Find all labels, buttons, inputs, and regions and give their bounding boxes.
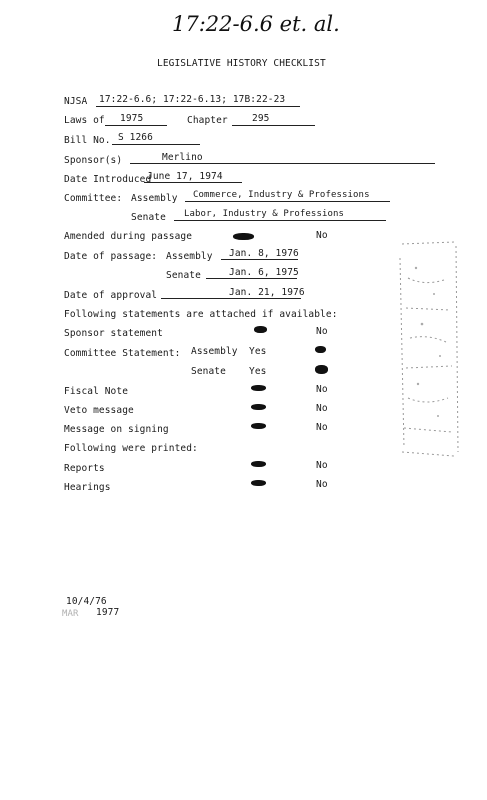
redaction-mark-fiscal-note — [251, 385, 266, 391]
date-introduced-label: Date Introduced — [64, 174, 152, 185]
committee-statement-senate-label: Senate — [191, 366, 226, 377]
redaction-mark-amended — [233, 233, 254, 240]
passage-assembly-label: Assembly — [166, 251, 213, 262]
redaction-mark-hearings — [251, 480, 266, 486]
hearings-label: Hearings — [64, 482, 111, 493]
bill-no-value: S 1266 — [118, 132, 153, 143]
bill-no-underline — [112, 144, 200, 145]
passage-assembly-date: Jan. 8, 1976 — [229, 248, 299, 259]
passage-senate-underline — [206, 278, 297, 279]
redaction-mark-committee-assembly — [315, 346, 326, 353]
veto-message-no: No — [316, 403, 328, 414]
bill-no-label: Bill No. — [64, 135, 111, 146]
sponsor-label: Sponsor(s) — [64, 155, 123, 166]
committee-senate-value: Labor, Industry & Professions — [184, 209, 345, 219]
laws-year-underline — [105, 125, 167, 126]
veto-message-label: Veto message — [64, 405, 134, 416]
reports-label: Reports — [64, 463, 105, 474]
committee-statement-assembly-label: Assembly — [191, 346, 238, 357]
committee-assembly-underline — [185, 201, 390, 202]
sponsor-statement-label: Sponsor statement — [64, 328, 163, 339]
committee-assembly-value: Commerce, Industry & Professions — [193, 190, 370, 200]
njsa-value: 17:22-6.6; 17:22-6.13; 17B:22-23 — [99, 94, 286, 105]
committee-senate-label: Senate — [131, 212, 166, 223]
faded-stamp-marks — [394, 238, 464, 462]
passage-assembly-underline — [221, 259, 298, 260]
njsa-label: NJSA — [64, 96, 88, 107]
date-introduced-underline — [144, 182, 242, 183]
sponsor-value: Merlino — [162, 152, 203, 163]
chapter-number: 295 — [252, 113, 270, 124]
njsa-underline — [96, 106, 300, 107]
date-of-passage-label: Date of passage: — [64, 251, 158, 262]
date-of-approval-value: Jan. 21, 1976 — [229, 287, 305, 298]
handwritten-statute-reference: 17:22-6.6 et. al. — [172, 12, 340, 36]
redaction-mark-reports — [251, 461, 266, 467]
amended-during-passage-label: Amended during passage — [64, 231, 193, 242]
fiscal-note-no: No — [316, 384, 328, 395]
page-title: LEGISLATIVE HISTORY CHECKLIST — [157, 58, 326, 69]
passage-senate-date: Jan. 6, 1975 — [229, 267, 299, 278]
redaction-mark-committee-senate — [315, 365, 328, 374]
committee-senate-underline — [174, 220, 386, 221]
message-on-signing-no: No — [316, 422, 328, 433]
committee-statement-label: Committee Statement: — [64, 348, 181, 359]
statements-heading: Following statements are attached if available: — [64, 309, 338, 320]
reports-no: No — [316, 460, 328, 471]
hearings-no: No — [316, 479, 328, 490]
sponsor-statement-no: No — [316, 326, 328, 337]
chapter-label: Chapter — [187, 115, 228, 126]
redaction-mark-message-on-signing — [251, 423, 266, 429]
laws-of-label: Laws of — [64, 115, 105, 126]
date-of-approval-underline — [161, 298, 301, 299]
committee-assembly-label: Assembly — [131, 193, 178, 204]
committee-statement-assembly-value: Yes — [249, 346, 267, 357]
footer-date: 10/4/76 — [66, 596, 107, 607]
laws-year: 1975 — [120, 113, 144, 124]
passage-senate-label: Senate — [166, 270, 201, 281]
printed-heading: Following were printed: — [64, 443, 198, 454]
message-on-signing-label: Message on signing — [64, 424, 169, 435]
redaction-mark-sponsor-statement — [254, 326, 267, 333]
amended-no: No — [316, 230, 328, 241]
fiscal-note-label: Fiscal Note — [64, 386, 129, 397]
committee-statement-senate-value: Yes — [249, 366, 267, 377]
redaction-mark-veto-message — [251, 404, 266, 410]
date-of-approval-label: Date of approval — [64, 290, 158, 301]
footer-stamp-year: 1977 — [96, 607, 120, 618]
chapter-underline — [232, 125, 315, 126]
committee-label: Committee: — [64, 193, 123, 204]
footer-stamp-word: MAR — [62, 609, 79, 619]
date-introduced-value: June 17, 1974 — [147, 171, 223, 182]
sponsor-underline — [130, 163, 435, 164]
